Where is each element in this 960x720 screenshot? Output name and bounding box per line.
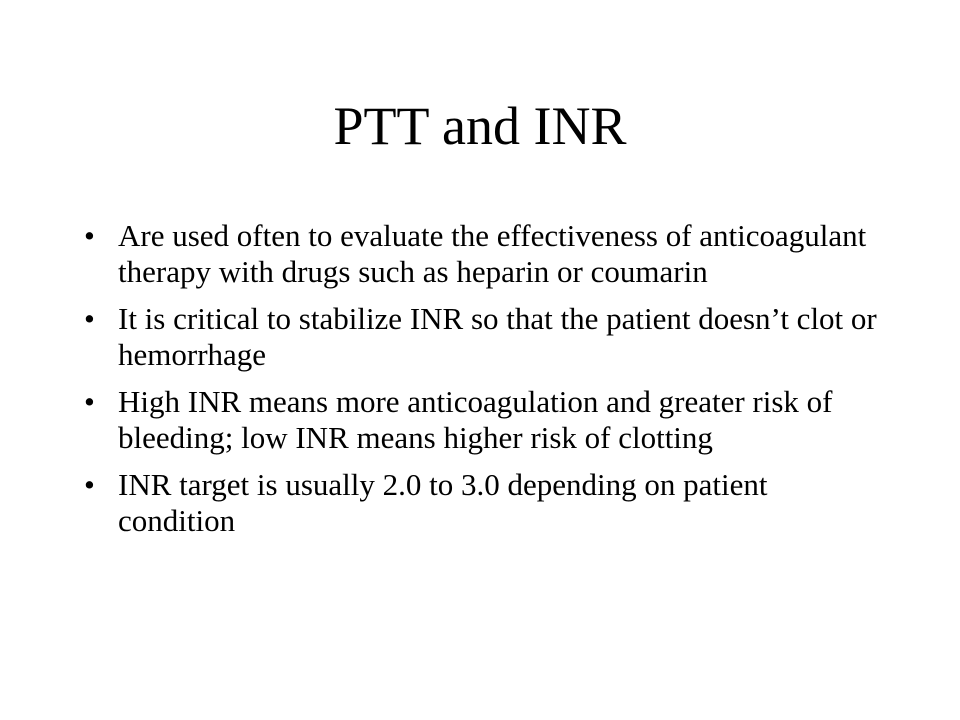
bullet-item (84, 384, 884, 456)
bullet-item (84, 218, 884, 290)
bullet-marker: • (84, 218, 95, 253)
bullet-text: High INR means more anticoagulation and greater risk of bleeding; low INR means higher risk of clotting (118, 384, 833, 455)
bullet-item (84, 301, 884, 373)
bullet-text: INR target is usually 2.0 to 3.0 depending on patient condition (118, 467, 768, 538)
bullet-marker: • (84, 301, 95, 336)
bullet-item (84, 467, 884, 539)
bullet-marker: • (84, 467, 95, 502)
bullet-marker: • (84, 384, 95, 419)
bullet-text: Are used often to evaluate the effectiveness of anticoagulant therapy with drugs such as heparin or coumarin (118, 218, 867, 289)
bullet-list (84, 218, 884, 550)
slide-title: PTT and INR (333, 96, 627, 156)
bullet-text: It is critical to stabilize INR so that the patient doesn’t clot or hemorrhage (118, 301, 877, 372)
